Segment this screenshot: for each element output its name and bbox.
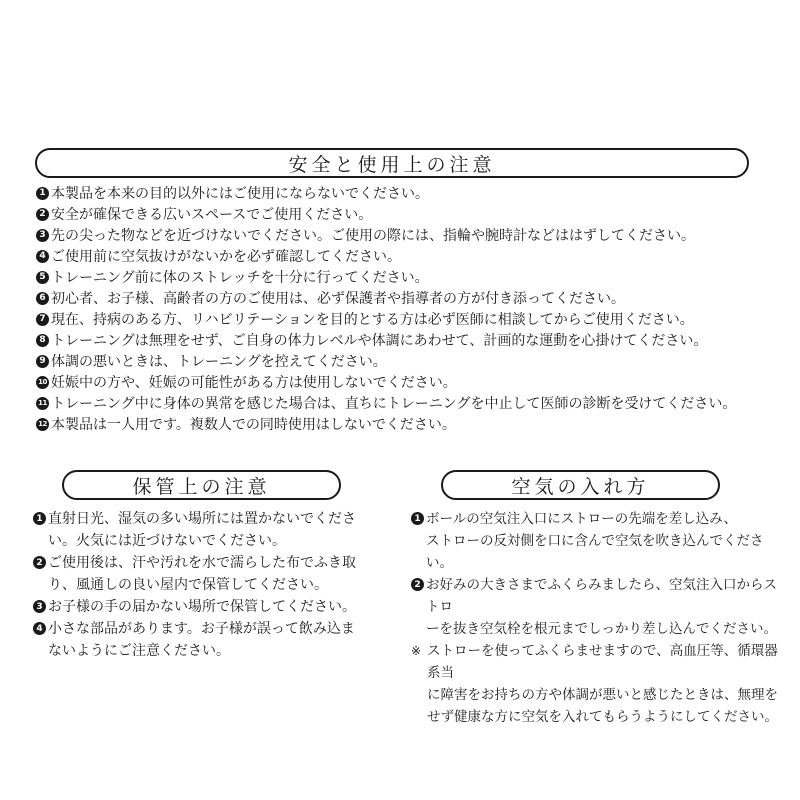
number-badge: 5 [36,271,49,284]
number-badge: 2 [36,208,49,221]
number-badge: 12 [36,418,49,431]
list-item-text: 本製品を本来の目的以外にはご使用にならないでください。 [51,186,429,202]
list-item [36,352,766,373]
list-item [33,552,385,596]
list-item [33,508,385,552]
note-item [411,640,783,728]
list-item-text: お子様の手の届かない場所で保管してください。 [48,599,356,615]
number-badge: 10 [36,376,49,389]
list-item [36,184,766,205]
number-badge: 3 [36,229,49,242]
inflate-list [411,508,783,728]
storage-section-header [62,470,341,500]
number-badge: 4 [36,250,49,263]
number-badge: 2 [33,556,46,569]
list-item-text: 現在、持病のある方、リハビリテーションを目的とする方は必ず医師に相談してからご使用ください。 [51,312,694,328]
list-item-text: 小さな部品があります。お子様が誤って飲み込ま ないようにご注意ください。 [48,621,355,659]
list-item-text: 安全が確保できる広いスペースでご使用ください。 [51,207,373,223]
list-item [411,574,783,640]
list-item-text: 初心者、お子様、高齢者の方のご使用は、必ず保護者や指導者の方が付き添ってください。 [51,291,625,307]
list-item [36,226,766,247]
number-badge: 11 [36,397,49,410]
list-item-text: トレーニングは無理をせず、ご自身の体力レベルや体調にあわせて、計画的な運動を心掛けてください。 [51,333,708,349]
storage-section-title: 保管上の注意 [132,475,271,498]
list-item-text: 妊娠中の方や、妊娠の可能性がある方は使用しないでください。 [51,375,457,391]
list-item-text: 先の尖った物などを近づけないでください。ご使用の際には、指輪や腕時計などははずしてください。 [51,228,695,244]
number-badge: 1 [411,512,424,525]
list-item [36,205,766,226]
list-item [36,247,766,268]
number-badge: 7 [36,313,49,326]
number-badge: 1 [36,187,49,200]
list-item [36,331,766,352]
safety-section-header [35,148,749,178]
list-item [36,310,766,331]
list-item [411,508,783,574]
number-badge: 2 [411,578,424,591]
number-badge: 4 [33,622,46,635]
list-item-text: ご使用前に空気抜けがないかを必ず確認してください。 [51,249,401,265]
list-item-text: ご使用後は、汗や汚れを水で濡らした布でふき取 り、風通しの良い屋内で保管してください。 [48,555,356,593]
list-item [36,289,766,310]
safety-list [36,184,766,436]
list-item [33,596,385,618]
number-badge: 6 [36,292,49,305]
list-item [36,394,766,415]
storage-list [33,508,385,662]
list-item [36,415,766,436]
list-item [36,268,766,289]
list-item-text: トレーニング中に身体の異常を感じた場合は、直ちにトレーニングを中止して医師の診断を受けてください。 [51,396,737,412]
number-badge: 9 [36,355,49,368]
note-mark: ※ [411,644,422,658]
list-item-text: ボールの空気注入口にストローの先端を差し込み、 ストローの反対側を口に含んで空気を吹き込んでください。 [426,511,764,571]
number-badge: 3 [33,600,46,613]
note-text: ストローを使ってふくらませますので、高血圧等、循環器系当 に障害をお持ちの方や体調が悪いと感じたときは、無理を せず健康な方に空気を入れてもらうようにしてください。 [427,643,778,725]
list-item-text: 直射日光、湿気の多い場所には置かないでくださ い。火気には近づけないでください。 [48,511,356,549]
safety-section-title: 安全と使用上の注意 [288,153,496,176]
list-item [33,618,385,662]
list-item-text: 体調の悪いときは、トレーニングを控えてください。 [51,354,387,370]
list-item-text: 本製品は一人用です。複数人での同時使用はしないでください。 [51,417,456,433]
number-badge: 8 [36,334,49,347]
list-item [36,373,766,394]
number-badge: 1 [33,512,46,525]
list-item-text: お好みの大きさまでふくらみましたら、空気注入口からストロ ーを抜き空気栓を根元までしっかり差し込んでください。 [426,577,777,637]
inflate-section-header [441,470,720,500]
list-item-text: トレーニング前に体のストレッチを十分に行ってください。 [51,270,429,286]
inflate-section-title: 空気の入れ方 [511,475,650,498]
